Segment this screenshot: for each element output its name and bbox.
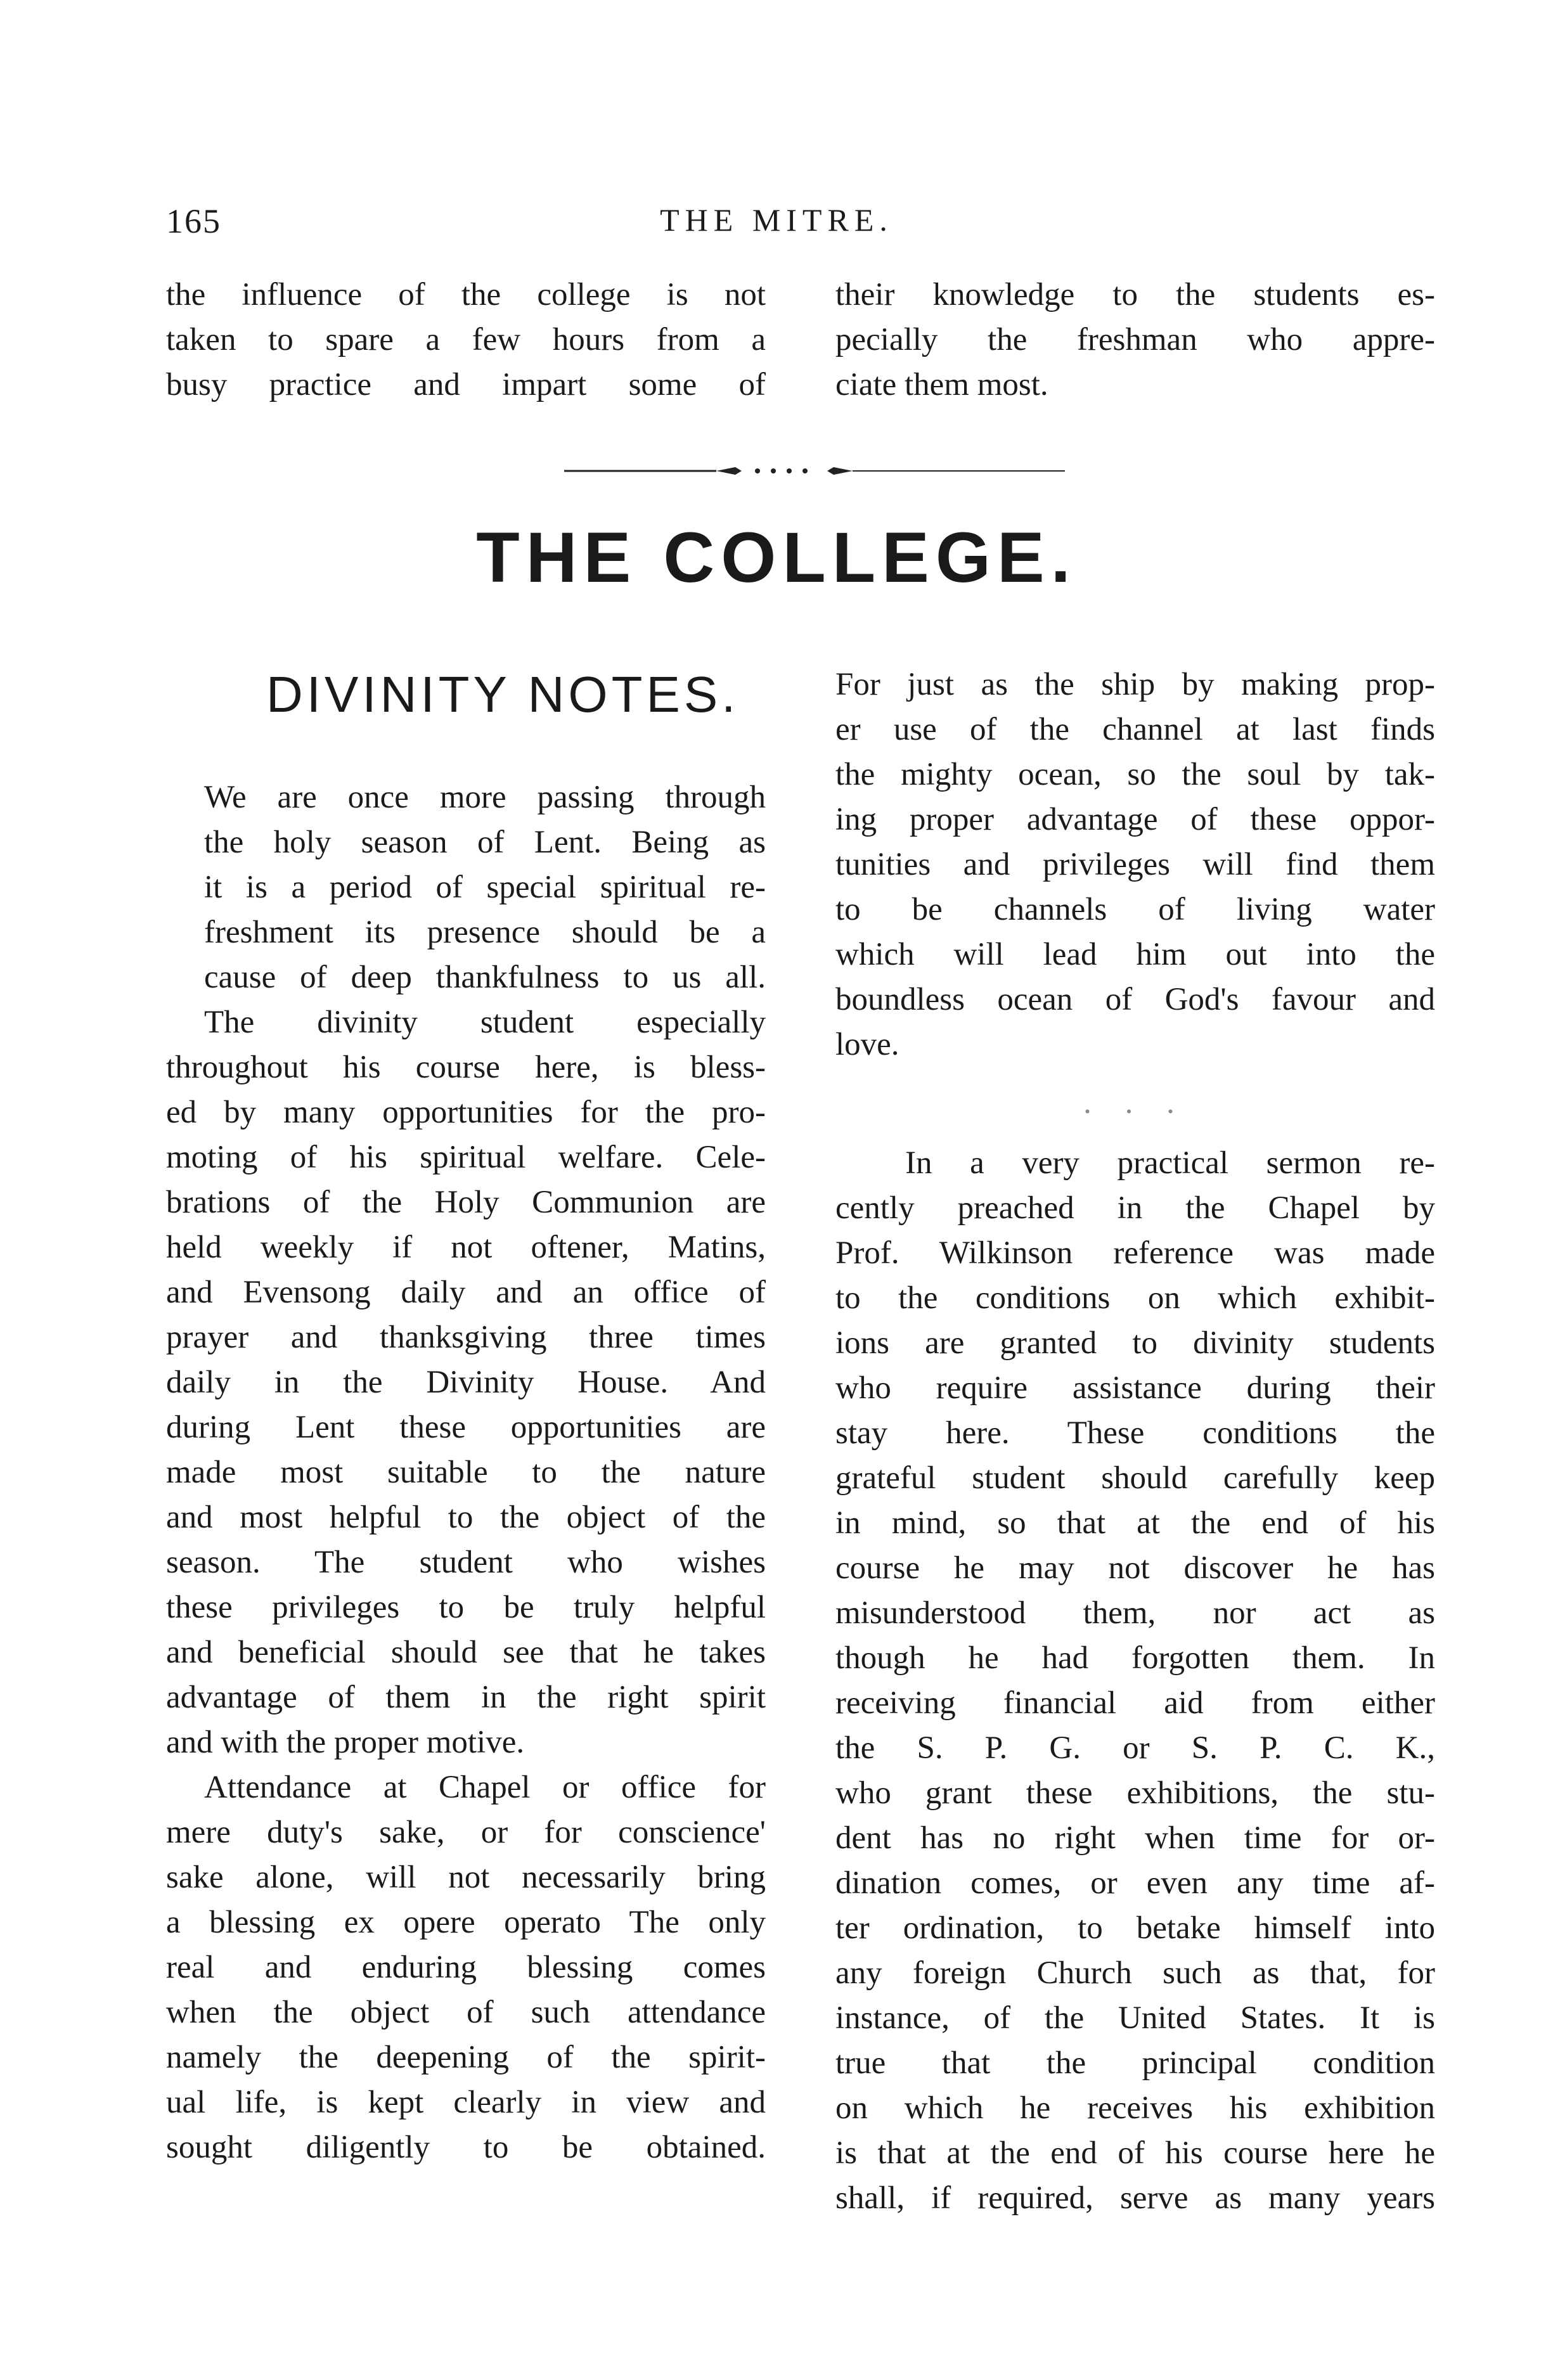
right-column xyxy=(835,662,1435,2221)
text-line: Prof. Wilkinson reference was made xyxy=(835,1235,1435,1271)
text-line: course he may not discover he has xyxy=(835,1550,1435,1586)
text-line: these privileges to be truly helpful xyxy=(166,1590,766,1625)
text-line: dent has no right when time for or- xyxy=(835,1820,1435,1856)
paragraph xyxy=(835,662,1435,1067)
text-line: to the conditions on which exhibit- xyxy=(835,1280,1435,1316)
text-line: ciate them most. xyxy=(835,367,1048,402)
text-line: We are once more passing through xyxy=(204,780,766,815)
text-line: on which he receives his exhibition xyxy=(835,2090,1435,2126)
text-line: and with the proper motive. xyxy=(166,1725,525,1760)
text-line: ter ordination, to betake himself into xyxy=(835,1910,1435,1946)
text-line: ing proper advantage of these oppor- xyxy=(835,802,1435,837)
text-line: held weekly if not oftener, Matins, xyxy=(166,1230,766,1265)
text-line: the S. P. G. or S. P. C. K., xyxy=(835,1730,1435,1766)
text-line: advantage of them in the right spirit xyxy=(166,1680,766,1715)
text-line: In a very practical sermon re- xyxy=(905,1145,1435,1181)
text-line: brations of the Holy Communion are xyxy=(166,1185,766,1220)
text-line: which will lead him out into the xyxy=(835,937,1435,972)
separator-dots: . . . xyxy=(1083,1085,1187,1121)
running-title: THE MITRE. xyxy=(660,202,893,238)
text-line: Attendance at Chapel or office for xyxy=(204,1770,766,1805)
left-column xyxy=(166,775,766,2170)
text-line: real and enduring blessing comes xyxy=(166,1950,766,1985)
text-line: For just as the ship by making prop- xyxy=(835,667,1435,702)
text-line: cently preached in the Chapel by xyxy=(835,1190,1435,1226)
text-line: and most helpful to the object of the xyxy=(166,1500,766,1535)
text-line: any foreign Church such as that, for xyxy=(835,1955,1435,1991)
text-line: grateful student should carefully keep xyxy=(835,1460,1435,1496)
text-line: mere duty's sake, or for conscience' xyxy=(166,1815,766,1850)
paragraph xyxy=(166,1765,766,2170)
text-line: who grant these exhibitions, the stu- xyxy=(835,1775,1435,1811)
text-line: throughout his course here, is bless- xyxy=(166,1050,766,1085)
text-line: ed by many opportunities for the pro- xyxy=(166,1095,766,1130)
text-line: tunities and privileges will find them xyxy=(835,847,1435,882)
text-line: prayer and thanksgiving three times xyxy=(166,1320,766,1355)
page-number: 165 xyxy=(166,202,221,240)
text-line: the holy season of Lent. Being as xyxy=(204,825,766,860)
text-line: to be channels of living water xyxy=(835,892,1435,927)
text-line: dination comes, or even any time af- xyxy=(835,1865,1435,1901)
paragraph xyxy=(166,775,766,1000)
text-line: freshment its presence should be a xyxy=(204,915,766,950)
text-line: a blessing ex opere operato The only xyxy=(166,1905,766,1940)
top-left-text xyxy=(166,273,766,408)
text-line: taken to spare a few hours from a xyxy=(166,322,766,357)
ornamental-divider xyxy=(545,461,1078,480)
text-line: it is a period of special spiritual re- xyxy=(204,870,766,905)
text-line: pecially the freshman who appre- xyxy=(835,322,1435,357)
text-line: stay here. These conditions the xyxy=(835,1415,1435,1451)
text-line: busy practice and impart some of xyxy=(166,367,766,402)
top-right-text xyxy=(835,273,1435,408)
text-line: love. xyxy=(835,1027,899,1062)
text-line: their knowledge to the students es- xyxy=(835,277,1435,312)
text-line: sought diligently to be obtained. xyxy=(166,2130,766,2165)
text-line: the influence of the college is not xyxy=(166,277,766,312)
text-line: the mighty ocean, so the soul by tak- xyxy=(835,757,1435,792)
text-line: instance, of the United States. It is xyxy=(835,2000,1435,2036)
text-line: ions are granted to divinity students xyxy=(835,1325,1435,1361)
text-line: season. The student who wishes xyxy=(166,1545,766,1580)
text-line: is that at the end of his course here he xyxy=(835,2135,1435,2171)
paragraph xyxy=(166,1000,766,1765)
section-title: THE COLLEGE. xyxy=(476,518,1077,597)
text-line: sake alone, will not necessarily bring xyxy=(166,1860,766,1895)
text-line: during Lent these opportunities are xyxy=(166,1410,766,1445)
text-line: boundless ocean of God's favour and xyxy=(835,982,1435,1017)
text-line: who require assistance during their xyxy=(835,1370,1435,1406)
text-line: moting of his spiritual welfare. Cele- xyxy=(166,1140,766,1175)
text-line: ual life, is kept clearly in view and xyxy=(166,2085,766,2120)
text-line: made most suitable to the nature xyxy=(166,1455,766,1490)
text-line: though he had forgotten them. In xyxy=(835,1640,1435,1676)
text-line: true that the principal condition xyxy=(835,2045,1435,2081)
text-line: and beneficial should see that he takes xyxy=(166,1635,766,1670)
text-line: receiving financial aid from either xyxy=(835,1685,1435,1721)
text-line: shall, if required, serve as many years xyxy=(835,2180,1435,2216)
text-line: and Evensong daily and an office of xyxy=(166,1275,766,1310)
text-line: cause of deep thankfulness to us all. xyxy=(204,960,766,995)
text-line: namely the deepening of the spirit- xyxy=(166,2040,766,2075)
text-line: daily in the Divinity House. And xyxy=(166,1365,766,1400)
sub-heading: DIVINITY NOTES. xyxy=(266,666,740,723)
text-line: when the object of such attendance xyxy=(166,1995,766,2030)
text-line: er use of the channel at last finds xyxy=(835,712,1435,747)
text-line: misunderstood them, nor act as xyxy=(835,1595,1435,1631)
text-line: The divinity student especially xyxy=(204,1005,766,1040)
text-line: in mind, so that at the end of his xyxy=(835,1505,1435,1541)
paragraph xyxy=(835,1141,1435,2221)
